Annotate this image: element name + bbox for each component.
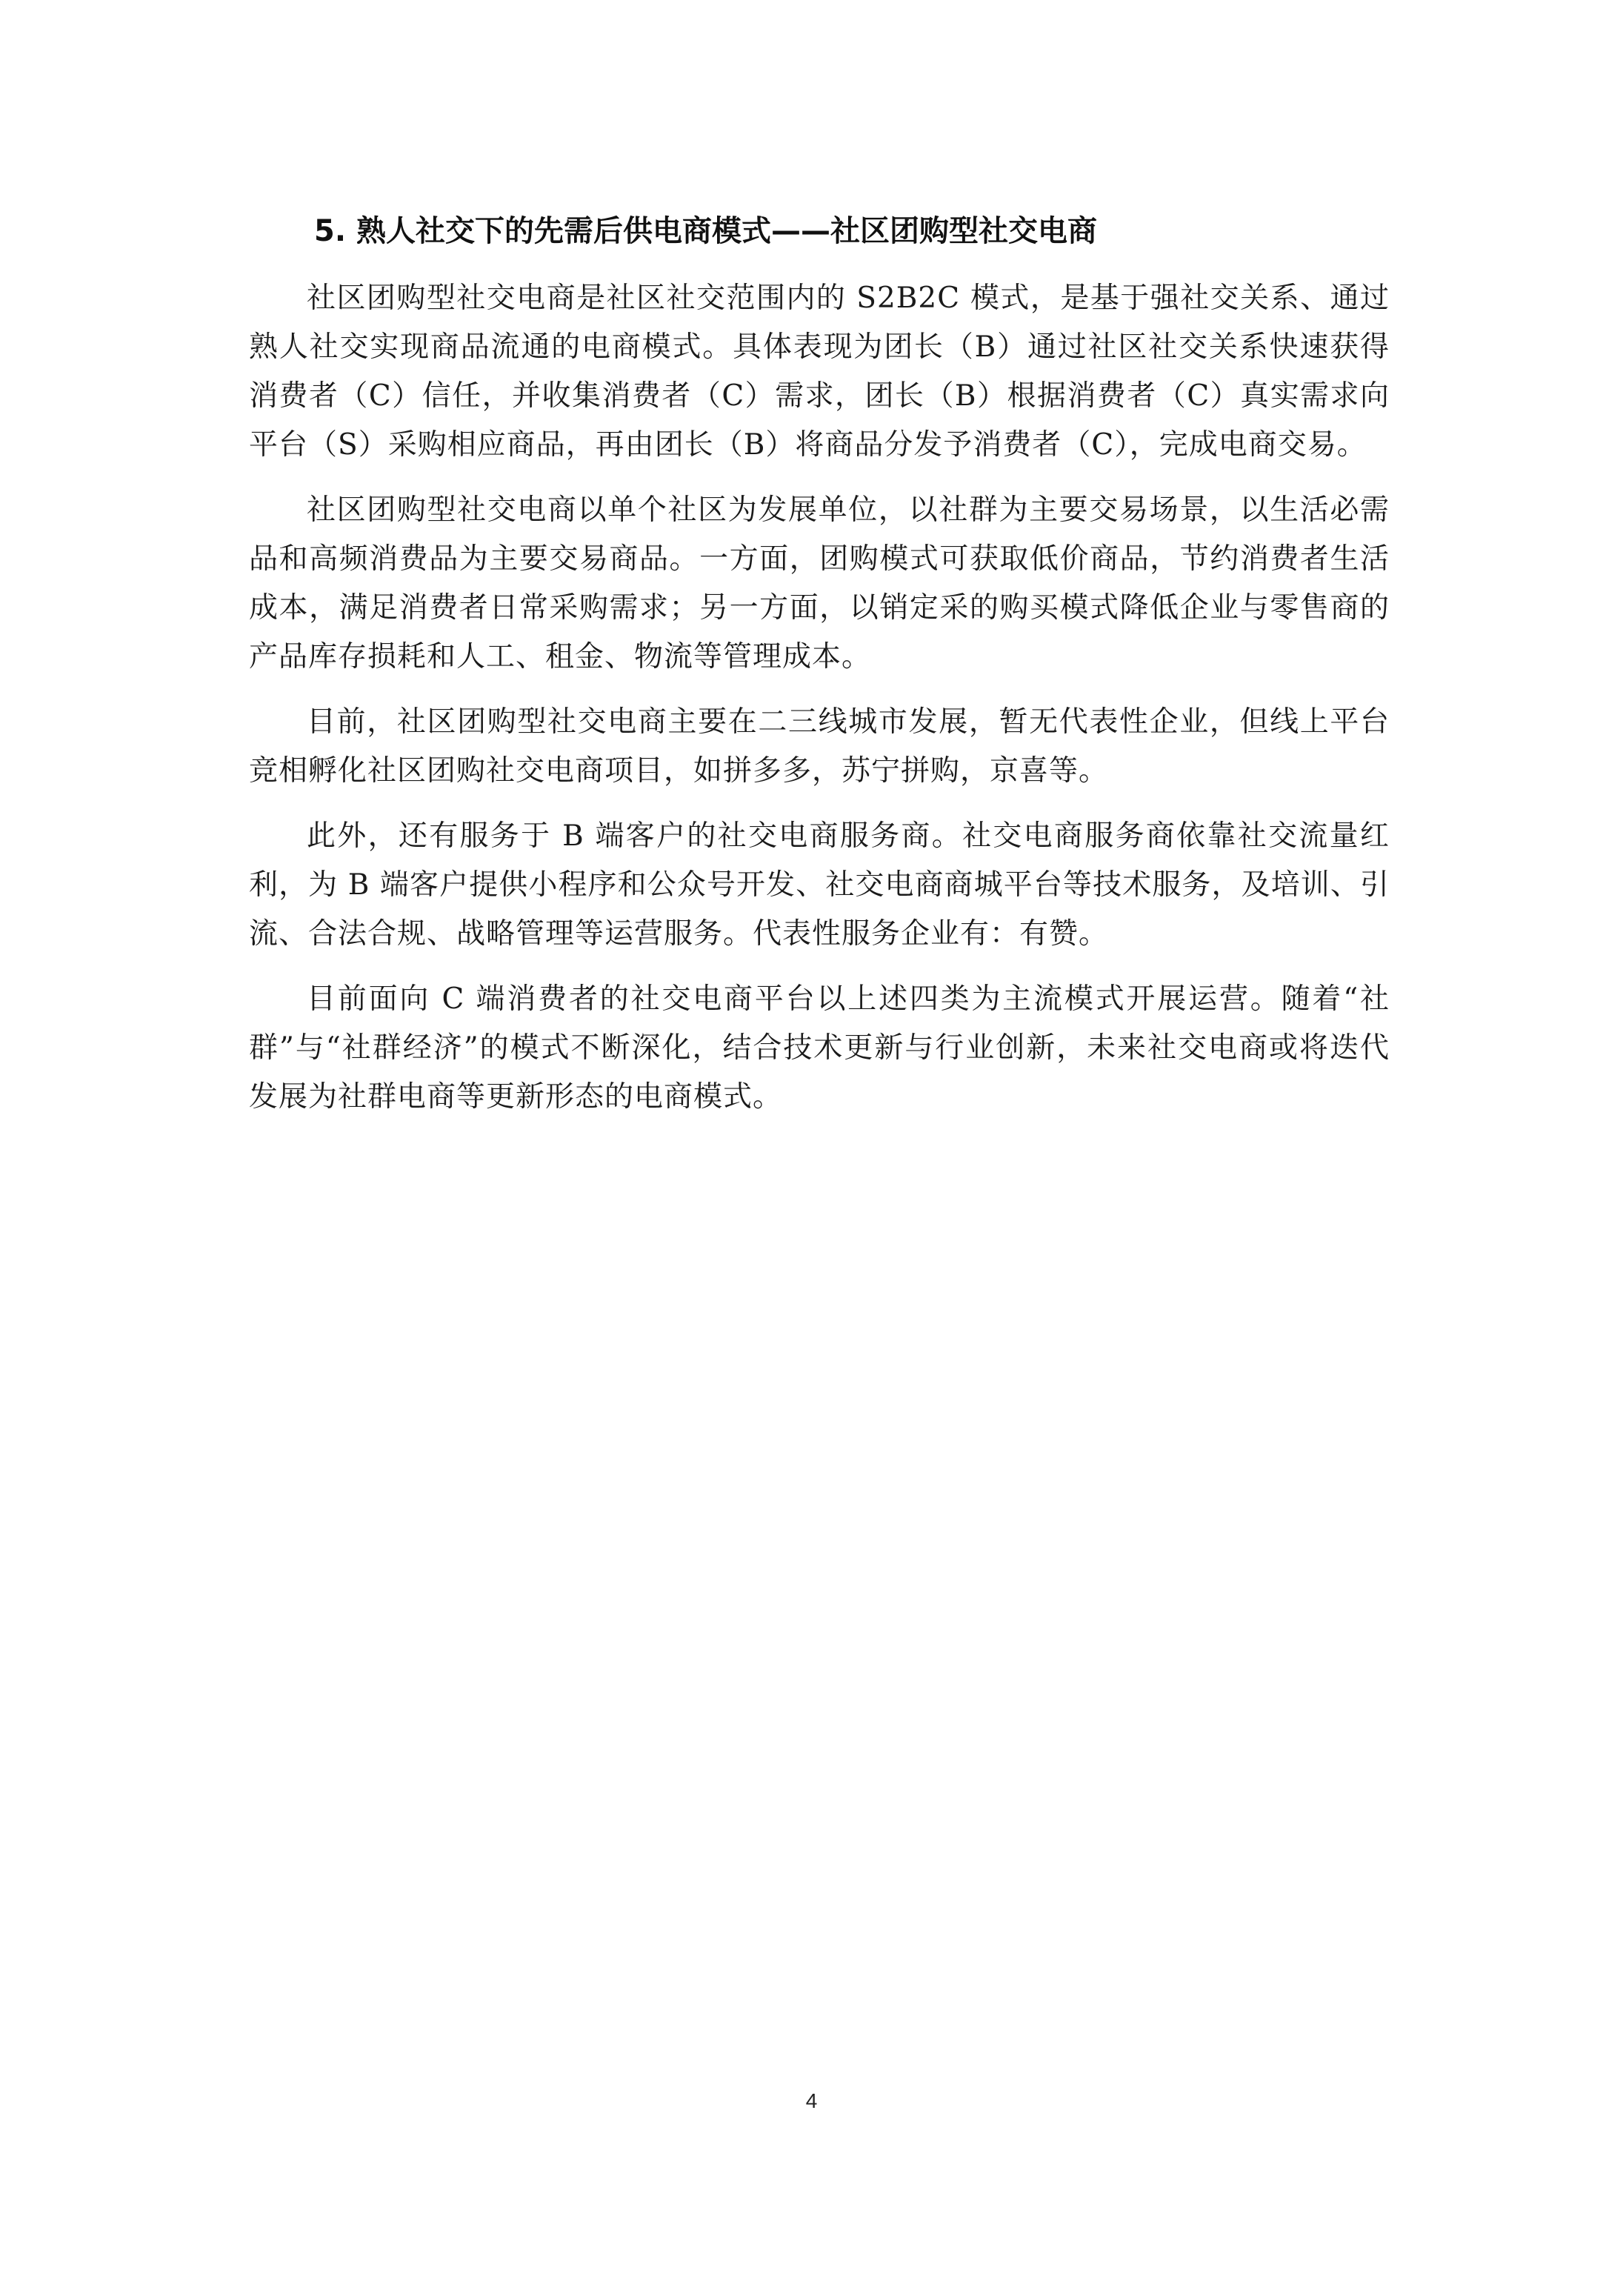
paragraph-service-providers: 此外，还有服务于 B 端客户的社交电商服务商。社交电商服务商依靠社交流量红利，为 B 端客户提供小程序和公众号开发、社交电商商城平台等技术服务，及培训、引流、合法合规、战略管理等运营服务。代表性服务企业有：有赞。 (249, 819, 1390, 951)
section-title: 熟人社交下的先需后供电商模式——社区团购型社交电商 (356, 214, 1098, 248)
paragraph-outlook: 目前面向 C 端消费者的社交电商平台以上述四类为主流模式开展运营。随着“社群”与“社群经济”的模式不断深化，结合技术更新与行业创新，未来社交电商或将迭代发展为社群电商等更新形态的电商模式。 (249, 982, 1390, 1114)
section-number: 5. (314, 214, 347, 248)
page-number: 4 (805, 2089, 818, 2112)
page-content (249, 209, 1390, 1138)
paragraph-community-group-buying-features: 社区团购型社交电商以单个社区为发展单位，以社群为主要交易场景，以生活必需品和高频消费品为主要交易商品。一方面，团购模式可获取低价商品，节约消费者生活成本，满足消费者日常采购需求；另一方面，以销定采的购买模式降低企业与零售商的产品库存损耗和人工、租金、物流等管理成本。 (249, 493, 1390, 673)
paragraph-community-group-buying-definition: 社区团购型社交电商是社区社交范围内的 S2B2C 模式，是基于强社交关系、通过熟人社交实现商品流通的电商模式。具体表现为团长（B）通过社区社交关系快速获得消费者（C）信任，并收集消费者（C）需求，团长（B）根据消费者（C）真实需求向平台（S）采购相应商品，再由团长（B）将商品分发予消费者（C），完成电商交易。 (249, 282, 1390, 462)
paragraph-current-status: 目前，社区团购型社交电商主要在二三线城市发展，暂无代表性企业，但线上平台竞相孵化社区团购社交电商项目，如拼多多，苏宁拼购，京喜等。 (249, 705, 1390, 788)
section-heading (249, 209, 1390, 253)
